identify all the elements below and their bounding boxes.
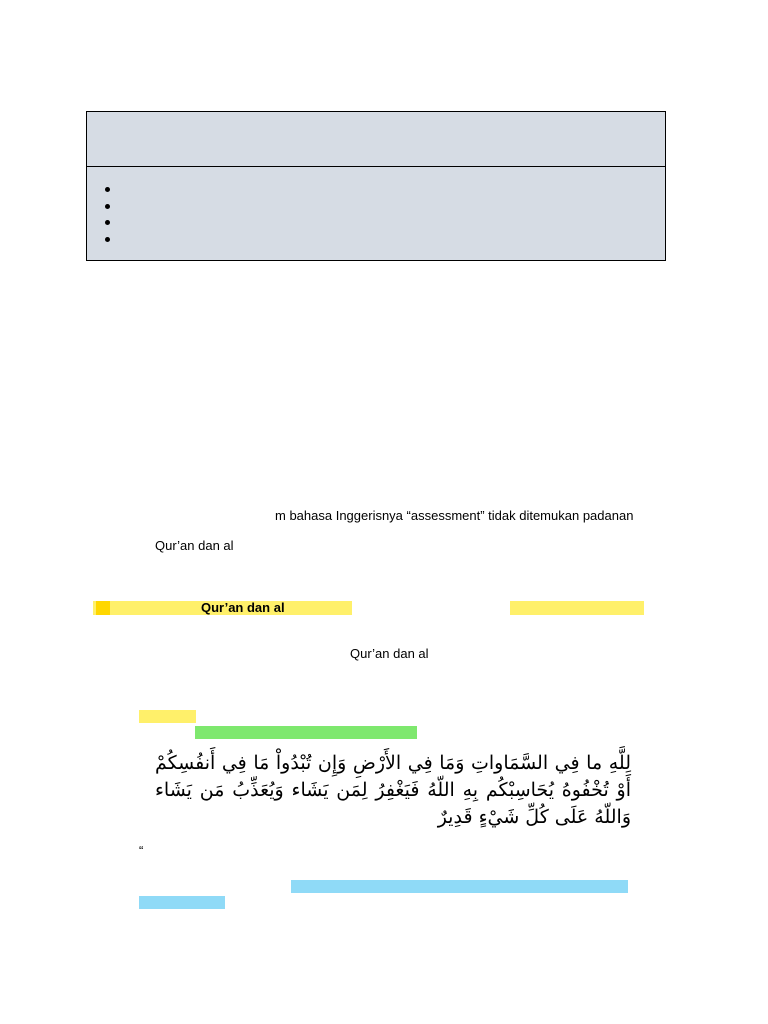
bullet-item (107, 199, 685, 216)
highlighted-bold-text: Qur’an dan al (201, 600, 285, 615)
paragraph-line-quran-2: Qur’an dan al (350, 646, 429, 661)
highlight-yellow-marker (96, 601, 110, 615)
quote-mark: “ (139, 843, 144, 858)
summary-box-header (87, 112, 665, 167)
highlight-yellow-2 (510, 601, 644, 615)
bullet-item (107, 215, 685, 232)
bullet-list (87, 182, 685, 248)
highlight-yellow-3 (139, 710, 196, 723)
bullet-item (107, 232, 685, 249)
paragraph-line-assessment: m bahasa Inggerisnya “assessment” tidak ditemukan padanan (275, 508, 634, 523)
highlight-green (195, 726, 417, 739)
highlight-blue-1 (291, 880, 628, 893)
highlight-blue-2 (139, 896, 225, 909)
paragraph-line-quran: Qur’an dan al (155, 538, 234, 553)
summary-box (86, 111, 666, 261)
arabic-verse: لِلَّهِ ما فِي السَّمَاواتِ وَمَا فِي الأَرْضِ وَإِن تُبْدُواْ مَا فِي أَنفُسِكُمْ أَوْ تُخْفُوهُ يُحَاسِبْكُم بِهِ اللّهُ فَيَغْفِرُ لِمَن يَشَاء وَيُعَذِّبُ مَن يَشَاء وَاللّهُ عَلَى كُلِّ شَيْءٍ قَدِيرٌ (155, 752, 631, 828)
bullet-item (107, 182, 685, 199)
